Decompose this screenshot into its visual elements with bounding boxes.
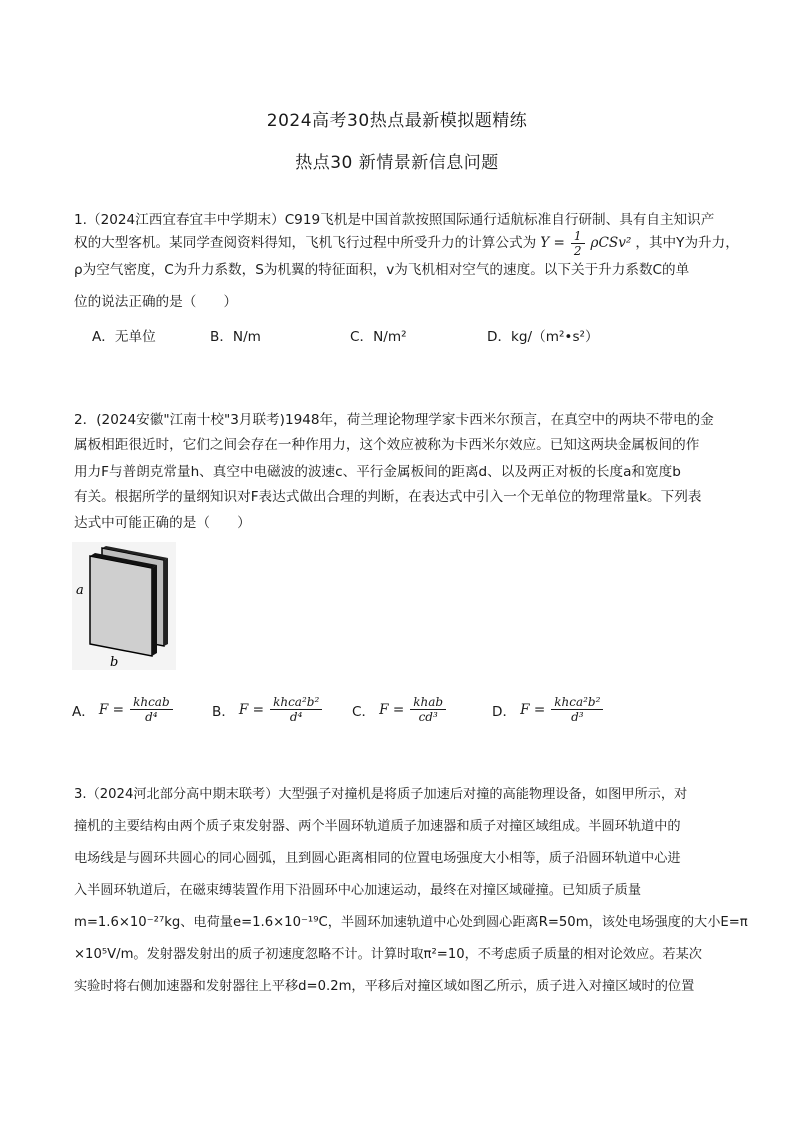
- q2-option-d[interactable]: [492, 695, 605, 724]
- label-b: b: [110, 655, 119, 670]
- q1-option-a[interactable]: A．无单位: [92, 329, 156, 345]
- q3-line-7: 实验时将右侧加速器和发射器往上平移d=0.2m，平移后对撞区域如图乙所示，质子进入对撞区域时的位置: [74, 979, 695, 994]
- q2-option-c[interactable]: [352, 695, 448, 724]
- q3-line-5: m=1.6×10⁻²⁷kg、电荷量e=1.6×10⁻¹⁹C，半圆环加速轨道中心处到圆心距离R=50m，该处电场强度的大小E=π: [74, 915, 748, 930]
- option-d-denominator: d³: [571, 710, 584, 724]
- q2-line-4: 有关。根据所学的量纲知识对F表达式做出合理的判断，在表达式中引入一个无单位的物理常量k。下列表: [74, 489, 702, 505]
- page-title: 2024高考30热点最新模拟题精练: [266, 111, 528, 131]
- q1-line-4: 位的说法正确的是（ ）: [74, 294, 238, 310]
- q2-option-a[interactable]: [72, 695, 175, 724]
- option-c-label: C．: [352, 703, 376, 720]
- option-d-numerator: khca²b²: [551, 695, 603, 710]
- option-c-numerator: khab: [410, 695, 446, 710]
- option-b-numerator: khca²b²: [270, 695, 322, 710]
- q2-line-3: 用力F与普朗克常量h、真空中电磁波的波速c、平行金属板间的距离d、以及两正对板的长度a和宽度b: [74, 464, 681, 480]
- option-b-denominator: d⁴: [289, 710, 303, 724]
- option-b-lhs: F =: [238, 701, 265, 718]
- q2-line-1: 2．(2024安徽"江南十校"3月联考)1948年，荷兰理论物理学家卡西米尔预言，在真空中的两块不带电的金: [74, 412, 714, 428]
- option-d-fraction: [551, 695, 603, 724]
- parallel-plates-figure: [72, 542, 176, 670]
- q1-line-2: [74, 226, 739, 260]
- q2-option-b[interactable]: [212, 695, 324, 724]
- option-d-lhs: F =: [520, 701, 546, 718]
- fraction-denominator: 2: [573, 243, 582, 258]
- option-a-fraction: [130, 695, 173, 724]
- back-plate-side-edge: [164, 558, 168, 646]
- q1-line-1: 1.（2024江西宜春宜丰中学期末）C919飞机是中国首款按照国际通行适航标准自行研制、具有自主知识产: [74, 212, 715, 228]
- option-a-lhs: F =: [98, 701, 125, 718]
- q1-option-c[interactable]: C．N/m²: [350, 329, 407, 345]
- q3-line-2: 撞机的主要结构由两个质子束发射器、两个半圆环轨道质子加速器和质子对撞区域组成。半圆环轨道中的: [74, 819, 681, 834]
- option-a-label: A．: [72, 703, 95, 720]
- q2-line-5: 达式中可能正确的是（ ）: [74, 515, 251, 531]
- q3-line-3: 电场线是与圆环共圆心的同心圆弧，且到圆心距离相同的位置电场强度大小相等，质子沿圆环轨道中心进: [74, 851, 681, 866]
- q1-line-2-text: 权的大型客机。某同学查阅资料得知，飞机飞行过程中所受升力的计算公式为: [74, 235, 537, 251]
- option-b-fraction: [270, 695, 322, 724]
- lift-formula-rhs: ρCSv²: [590, 235, 632, 251]
- q1-option-d[interactable]: D．kg/（m²•s²）: [487, 329, 599, 345]
- q1-line-3: ρ为空气密度，C为升力系数，S为机翼的特征面积，v为飞机相对空气的速度。以下关于升力系数C的单: [74, 262, 690, 278]
- front-plate-side-edge: [152, 565, 157, 656]
- parallel-plates-diagram: [72, 542, 176, 670]
- fraction-numerator: 1: [571, 229, 585, 244]
- q1-line-2-tail: ，其中Y为升力，: [635, 235, 739, 251]
- option-c-denominator: cd³: [418, 710, 438, 724]
- lift-formula-lhs: Y =: [540, 235, 565, 251]
- option-b-label: B．: [212, 703, 235, 720]
- q2-line-2: 属板相距很近时，它们之间会存在一种作用力，这个效应被称为卡西米尔效应。已知这两块金属板间的作: [74, 437, 700, 453]
- q1-option-b[interactable]: B．N/m: [210, 329, 261, 345]
- q3-line-1: 3.（2024河北部分高中期末联考）大型强子对撞机是将质子加速后对撞的高能物理设备，如图甲所示，对: [74, 787, 688, 802]
- option-d-label: D．: [492, 703, 517, 720]
- option-a-denominator: d⁴: [145, 710, 158, 724]
- q3-line-6: ×10⁵V/m。发射器发射出的质子初速度忽略不计。计算时取π²=10，不考虑质子质量的相对论效应。若某次: [74, 947, 702, 962]
- option-c-lhs: F =: [379, 701, 405, 718]
- front-plate: [90, 556, 152, 656]
- option-c-fraction: [410, 695, 446, 724]
- page-subtitle: 热点30 新情景新信息问题: [295, 153, 499, 173]
- lift-formula-fraction: [571, 229, 585, 258]
- label-a: a: [76, 583, 84, 598]
- q3-line-4: 入半圆环轨道后，在磁束缚装置作用下沿圆环中心加速运动，最终在对撞区域碰撞。已知质子质量: [74, 883, 642, 898]
- option-a-numerator: khcab: [130, 695, 173, 710]
